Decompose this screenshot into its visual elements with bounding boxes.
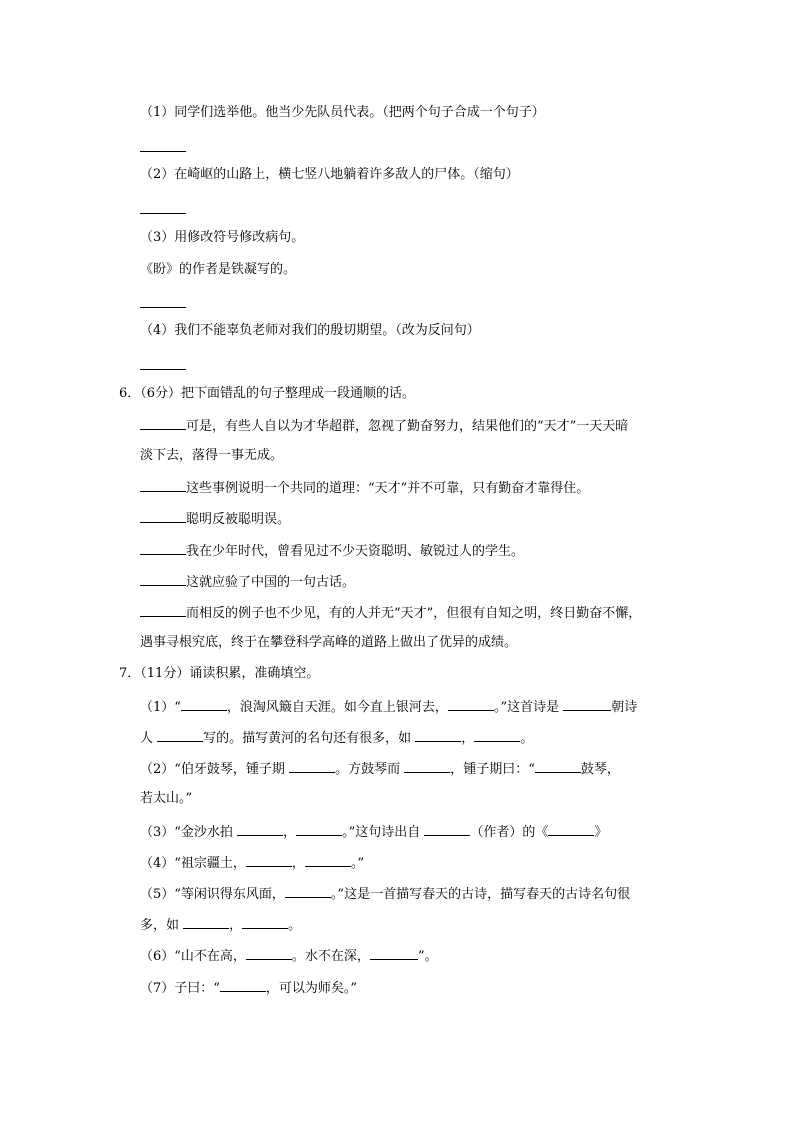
q7-5-line2: 多，如 ， 。 [140,915,301,935]
sentence-text: 这些事例说明一个共同的道理：“天才”并不可靠，只有勤奋才靠得住。 [186,481,590,496]
q6-sentence-3 [140,509,290,529]
q6-sentence-1-cont: 淡下去，落得一事无成。 [140,448,284,463]
fill-blank[interactable] [181,697,227,711]
order-blank[interactable] [140,572,186,586]
sentence-text: 而相反的例子也不少见，有的人并无“天才”，但很有自知之明，终日勤奋不懈， [186,606,642,621]
answer-blank[interactable] [140,138,186,152]
answer-blank[interactable] [140,200,186,214]
fill-blank[interactable] [246,946,292,960]
fill-blank[interactable] [563,697,611,711]
order-blank[interactable] [140,541,186,555]
fill-blank[interactable] [289,759,335,773]
order-blank[interactable] [140,478,186,492]
q5-2-text: （2）在崎岖的山路上，横七竖八地躺着许多敌人的尸体。（缩句） [140,167,519,182]
fill-blank[interactable] [246,853,292,867]
q7-5-line1: （5）“等闲识得东风面， 。”这是一首描写春天的古诗，描写春天的古诗名句很 [140,884,630,904]
section7-heading: 7．（11分）诵读积累，准确填空。 [119,666,320,681]
fill-blank[interactable] [370,946,418,960]
answer-blank[interactable] [140,294,186,308]
q7-2-line1: （2）“伯牙鼓琴，锺子期 。方鼓琴而 ，锺子期曰：“ 鼓琴， [140,759,620,779]
sentence-text: 聪明反被聪明误。 [186,512,291,527]
q6-sentence-4 [140,541,524,561]
q7-2-line2: 若太山。” [140,791,193,806]
fill-blank[interactable] [448,697,494,711]
q7-7-line: （7）子曰：“ ，可以为师矣。” [140,978,357,998]
q5-1-text: （1）同学们选举他。他当少先队员代表。（把两个句子合成一个句子） [140,105,545,120]
q5-3-text: （3）用修改符号修改病句。 [140,230,305,245]
q5-4-answer-line[interactable] [140,356,186,376]
fill-blank[interactable] [183,915,229,929]
fill-blank[interactable] [548,822,594,836]
fill-blank[interactable] [157,728,203,742]
sentence-text: 可是，有些人自以为才华超群，忽视了勤奋努力，结果他们的“天才”一天天暗 [186,419,629,434]
order-blank[interactable] [140,416,186,430]
fill-blank[interactable] [237,822,283,836]
fill-blank[interactable] [404,759,450,773]
q6-sentence-5 [140,572,355,592]
q6-sentence-6-cont: 遇事寻根究底，终于在攀登科学高峰的道路上做出了优异的成绩。 [140,635,518,650]
order-blank[interactable] [140,603,186,617]
q7-1-line1: （1）“ ，浪淘风簸自天涯。如今直上银河去， 。”这首诗是 朝诗 [140,697,637,717]
q5-3-answer-line[interactable] [140,294,186,314]
q5-1-answer-line[interactable] [140,138,186,158]
answer-blank[interactable] [140,356,186,370]
sentence-text: 这就应验了中国的一句古话。 [186,575,356,590]
fill-blank[interactable] [220,978,266,992]
fill-blank[interactable] [242,915,288,929]
q7-3-line: （3）“金沙水拍 ， 。”这句诗出自 （作者）的《 》 [140,822,607,842]
q5-2-answer-line[interactable] [140,200,186,220]
q7-1-line2: 人 写的。描写黄河的名句还有很多，如 ， 。 [140,728,533,748]
q6-sentence-1 [140,416,628,436]
fill-blank[interactable] [474,728,520,742]
sentence-text: 我在少年时代，曾看见过不少天资聪明、敏锐过人的学生。 [186,544,525,559]
q5-3-sentence: 《盼》的作者是铁凝写的。 [140,262,297,277]
q5-4-text: （4）我们不能辜负老师对我们的殷切期望。（改为反问句） [140,323,480,338]
q7-4-line: （4）“祖宗疆土， ， 。” [140,853,364,873]
fill-blank[interactable] [296,822,342,836]
q6-sentence-2 [140,478,589,498]
fill-blank[interactable] [285,884,331,898]
q6-sentence-6 [140,603,641,623]
fill-blank[interactable] [415,728,461,742]
q7-6-line: （6）“山不在高， 。水不在深， ”。 [140,946,438,966]
fill-blank[interactable] [424,822,470,836]
section6-heading: 6．（6分）把下面错乱的句子整理成一段通顺的话。 [119,386,416,401]
order-blank[interactable] [140,509,186,523]
fill-blank[interactable] [535,759,581,773]
fill-blank[interactable] [305,853,351,867]
